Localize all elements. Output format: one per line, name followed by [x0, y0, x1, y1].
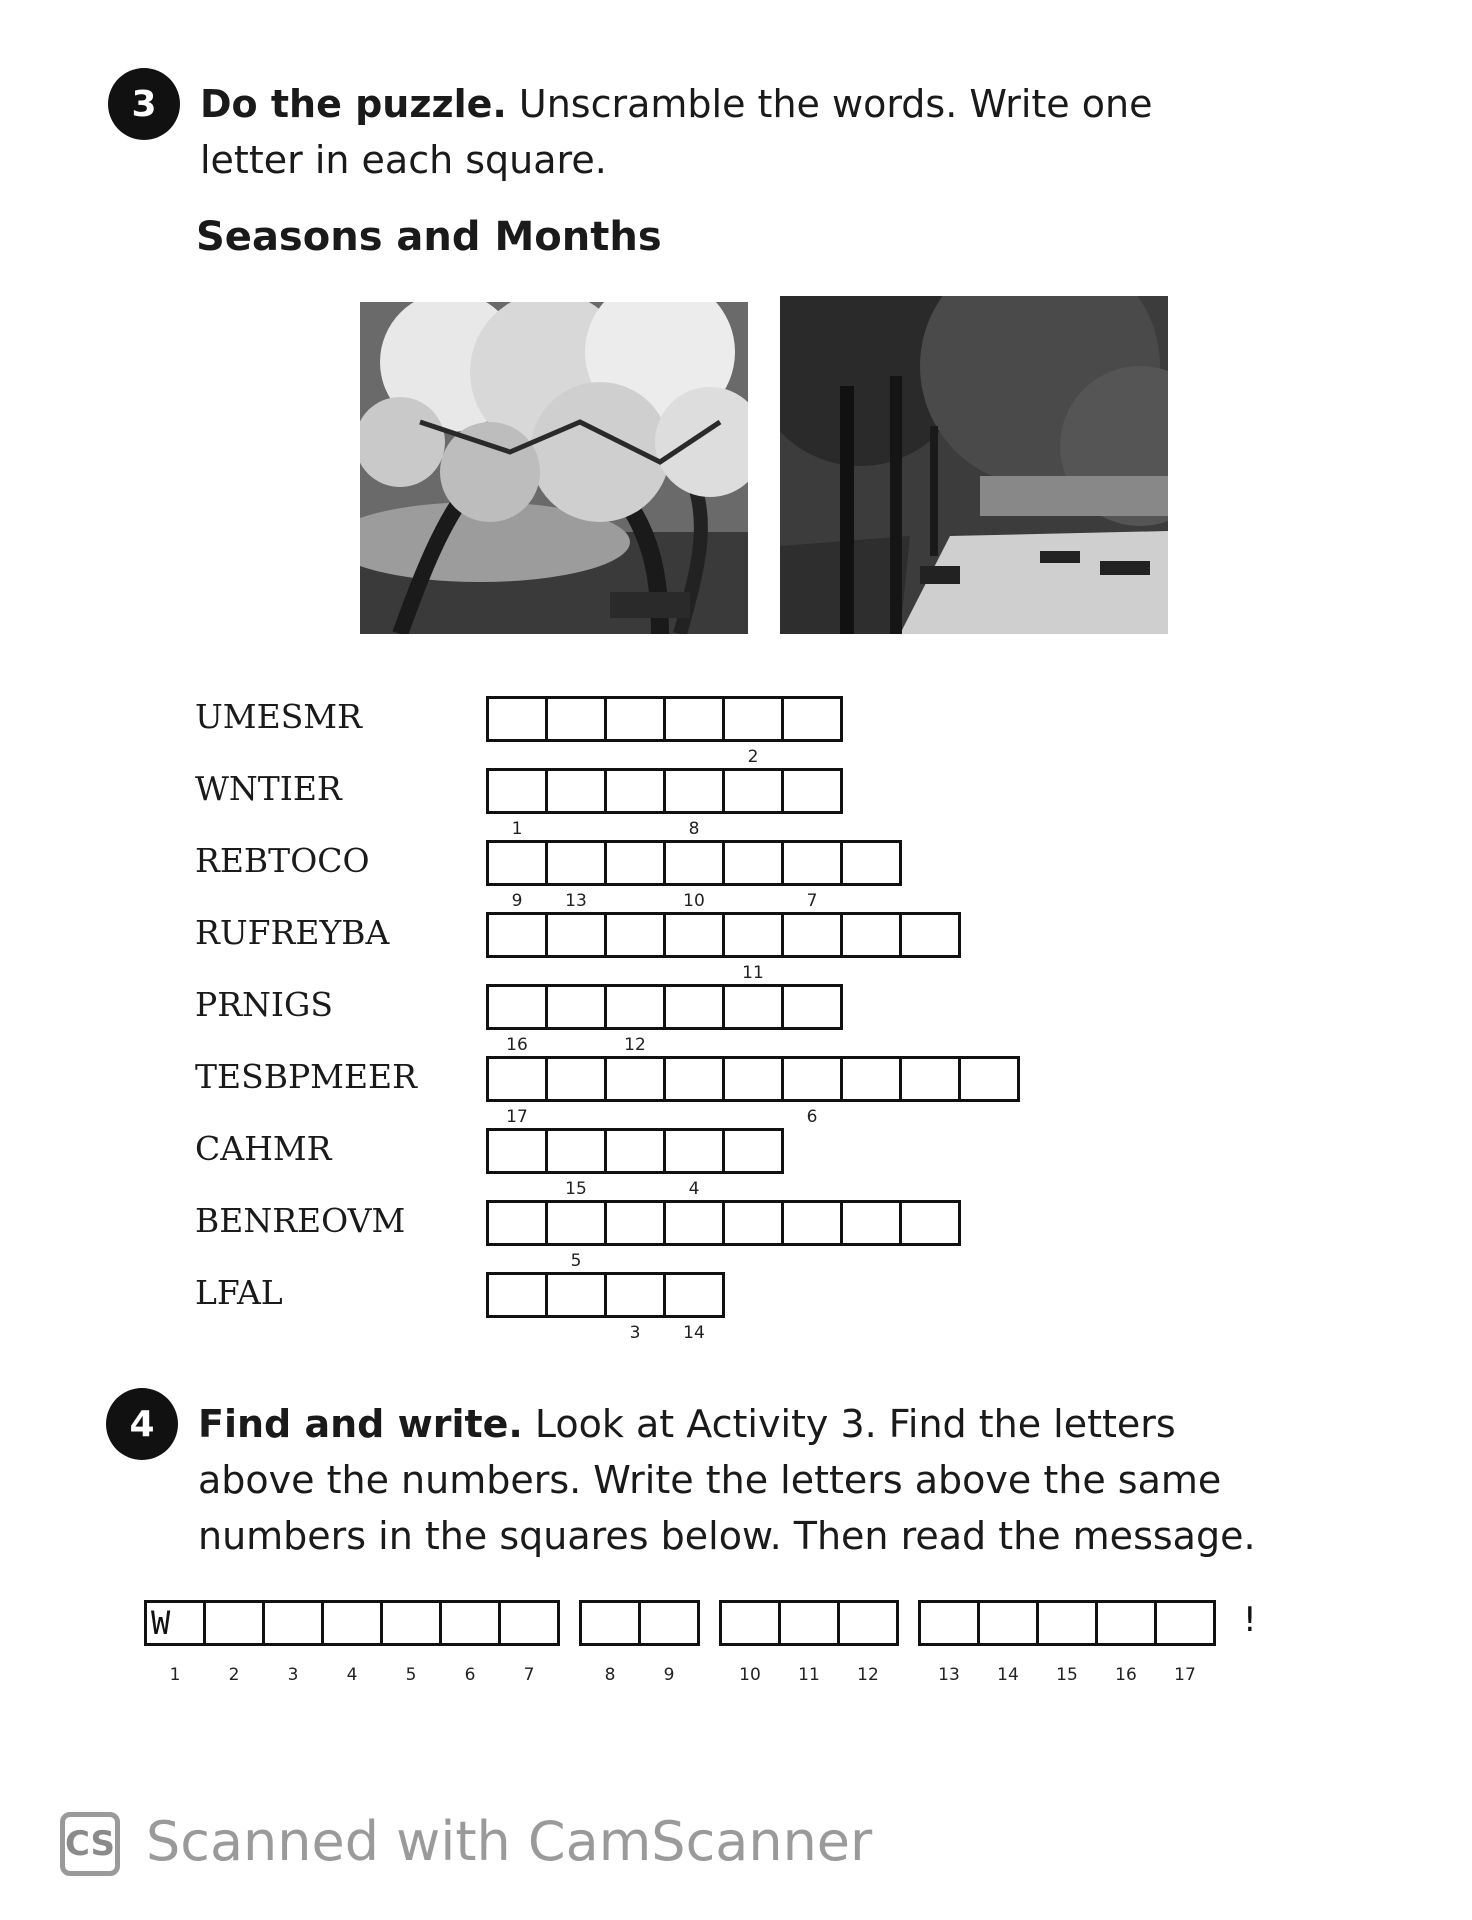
answer-row-9 [486, 1272, 722, 1343]
message-number: 10 [739, 1665, 761, 1685]
box-number: 5 [570, 1251, 582, 1271]
message-number: 11 [798, 1665, 820, 1685]
message-box[interactable] [837, 1600, 899, 1685]
scramble-word-5: PRNIGS [195, 985, 333, 1024]
box-number: 8 [688, 819, 700, 839]
answer-box[interactable] [545, 912, 607, 958]
answer-box[interactable] [663, 912, 725, 958]
box-number: 7 [806, 891, 818, 911]
box-number: 11 [742, 963, 764, 983]
answer-box[interactable] [486, 768, 548, 839]
cherry-blossom-photo [360, 302, 748, 634]
message-number: 17 [1174, 1665, 1196, 1685]
message-box[interactable] [1036, 1600, 1098, 1685]
answer-box[interactable] [781, 840, 843, 911]
answer-row-1 [486, 696, 840, 767]
answer-box[interactable] [663, 1200, 725, 1246]
message-number: 8 [604, 1665, 616, 1685]
message-number: 4 [346, 1665, 358, 1685]
message-box[interactable] [321, 1600, 383, 1685]
message-box[interactable] [1095, 1600, 1157, 1685]
activity-3-number: 3 [108, 68, 180, 140]
message-box[interactable] [439, 1600, 501, 1685]
box-number: 16 [506, 1035, 528, 1055]
message-number: 3 [287, 1665, 299, 1685]
answer-box[interactable] [545, 1272, 607, 1318]
message-number: 7 [523, 1665, 535, 1685]
activity-3-instruction-text: Unscramble the words. Write one letter in each square. [200, 82, 1153, 182]
answer-box[interactable] [545, 984, 607, 1030]
park-path-photo [780, 296, 1168, 634]
scramble-word-9: LFAL [195, 1273, 283, 1312]
answer-box[interactable] [604, 696, 666, 742]
answer-box[interactable] [663, 1272, 725, 1343]
answer-box[interactable] [840, 1200, 902, 1246]
answer-box[interactable] [486, 1272, 548, 1318]
message-number: 14 [997, 1665, 1019, 1685]
message-group-1 [144, 1600, 557, 1685]
message-box[interactable] [1154, 1600, 1216, 1685]
answer-box[interactable] [486, 1128, 548, 1174]
message-number: 13 [938, 1665, 960, 1685]
box-number: 9 [511, 891, 523, 911]
activity-3-instructions [200, 76, 1250, 188]
answer-box[interactable] [663, 984, 725, 1030]
answer-box[interactable] [486, 1056, 548, 1127]
answer-box[interactable] [722, 984, 784, 1030]
box-number: 13 [565, 891, 587, 911]
answer-box[interactable] [899, 912, 961, 958]
answer-row-2 [486, 768, 840, 839]
message-group-2 [579, 1600, 697, 1685]
message-box[interactable] [977, 1600, 1039, 1685]
scramble-word-3: REBTOCO [195, 841, 370, 880]
box-number: 4 [688, 1179, 700, 1199]
message-number: 6 [464, 1665, 476, 1685]
answer-box[interactable] [781, 696, 843, 742]
message-box[interactable] [262, 1600, 324, 1685]
answer-box[interactable] [604, 984, 666, 1055]
answer-box[interactable] [663, 840, 725, 911]
cherry-blossom-image [360, 302, 748, 634]
answer-box[interactable] [722, 1056, 784, 1102]
answer-row-4 [486, 912, 958, 983]
answer-box[interactable] [663, 696, 725, 742]
box-number: 2 [747, 747, 759, 767]
scramble-word-8: BENREOVM [195, 1201, 406, 1240]
answer-box[interactable] [604, 1200, 666, 1246]
answer-box[interactable] [958, 1056, 1020, 1102]
box-number: 3 [629, 1323, 641, 1343]
message-group-4 [918, 1600, 1213, 1685]
answer-box[interactable] [545, 768, 607, 814]
scramble-word-7: CAHMR [195, 1129, 332, 1168]
answer-box[interactable] [840, 1056, 902, 1102]
message-row [144, 1600, 1257, 1685]
section-title: Seasons and Months [196, 214, 662, 260]
message-letter: W [151, 1604, 171, 1642]
answer-box[interactable] [722, 696, 784, 767]
answer-box[interactable] [899, 1056, 961, 1102]
answer-box[interactable] [663, 1056, 725, 1102]
message-box[interactable] [203, 1600, 265, 1685]
answer-box[interactable] [663, 768, 725, 839]
answer-box[interactable] [486, 840, 548, 911]
message-group-3 [719, 1600, 896, 1685]
message-box[interactable] [579, 1600, 641, 1685]
activity-4-instructions [198, 1396, 1258, 1564]
message-box[interactable] [380, 1600, 442, 1685]
scramble-word-4: RUFREYBA [195, 913, 390, 952]
box-number: 12 [624, 1035, 646, 1055]
answer-box[interactable] [486, 1200, 548, 1246]
answer-box[interactable] [781, 1056, 843, 1127]
box-number: 10 [683, 891, 705, 911]
activity-4-instruction-text: Look at Activity 3. Find the letters above the numbers. Write the letters above the same numbers in the squares below. Then read the message. [198, 1402, 1256, 1558]
message-box[interactable] [778, 1600, 840, 1685]
answer-box[interactable] [486, 984, 548, 1055]
message-number: 1 [169, 1665, 181, 1685]
answer-box[interactable] [781, 984, 843, 1030]
answer-row-3 [486, 840, 899, 911]
answer-box[interactable] [604, 1272, 666, 1343]
answer-box[interactable] [722, 912, 784, 983]
camscanner-watermark: Scanned with CamScanner [146, 1810, 873, 1873]
answer-box[interactable] [722, 768, 784, 814]
box-number: 15 [565, 1179, 587, 1199]
answer-box[interactable] [722, 1200, 784, 1246]
answer-box[interactable] [486, 696, 548, 742]
answer-box[interactable] [545, 1128, 607, 1199]
park-path-image [780, 296, 1168, 634]
answer-box[interactable] [722, 1128, 784, 1174]
message-box[interactable] [638, 1600, 700, 1685]
activity-4-number: 4 [106, 1388, 178, 1460]
answer-box[interactable] [486, 912, 548, 958]
box-number: 1 [511, 819, 523, 839]
message-box[interactable] [918, 1600, 980, 1685]
answer-row-7 [486, 1128, 781, 1199]
message-number: 16 [1115, 1665, 1137, 1685]
activity-4-bold-instruction: Find and write. [198, 1402, 523, 1446]
answer-box[interactable] [604, 1128, 666, 1174]
activity-3-bold-instruction: Do the puzzle. [200, 82, 507, 126]
answer-box[interactable] [840, 912, 902, 958]
scramble-word-1: UMESMR [195, 697, 362, 736]
scramble-word-6: TESBPMEER [195, 1057, 417, 1096]
answer-box[interactable] [781, 1200, 843, 1246]
box-number: 14 [683, 1323, 705, 1343]
answer-row-6 [486, 1056, 1017, 1127]
message-box[interactable] [498, 1600, 560, 1685]
box-number: 6 [806, 1107, 818, 1127]
box-number: 17 [506, 1107, 528, 1127]
answer-box[interactable] [781, 768, 843, 814]
answer-box[interactable] [545, 840, 607, 911]
answer-box[interactable] [899, 1200, 961, 1246]
answer-box[interactable] [545, 1056, 607, 1102]
answer-box[interactable] [781, 912, 843, 958]
message-number: 12 [857, 1665, 879, 1685]
message-box[interactable] [144, 1600, 206, 1685]
answer-box[interactable] [604, 840, 666, 886]
message-number: 5 [405, 1665, 417, 1685]
answer-box[interactable] [663, 1128, 725, 1199]
answer-row-5 [486, 984, 840, 1055]
message-number: 15 [1056, 1665, 1078, 1685]
answer-box[interactable] [604, 768, 666, 814]
message-number: 9 [663, 1665, 675, 1685]
message-box[interactable] [719, 1600, 781, 1685]
answer-row-8 [486, 1200, 958, 1271]
answer-box[interactable] [840, 840, 902, 886]
answer-box[interactable] [722, 840, 784, 886]
answer-box[interactable] [604, 1056, 666, 1102]
answer-box[interactable] [604, 912, 666, 958]
message-number: 2 [228, 1665, 240, 1685]
scramble-word-2: WNTIER [195, 769, 342, 808]
answer-box[interactable] [545, 1200, 607, 1271]
camscanner-logo: CS [60, 1812, 120, 1876]
answer-box[interactable] [545, 696, 607, 742]
exclamation-mark: ! [1243, 1600, 1257, 1640]
